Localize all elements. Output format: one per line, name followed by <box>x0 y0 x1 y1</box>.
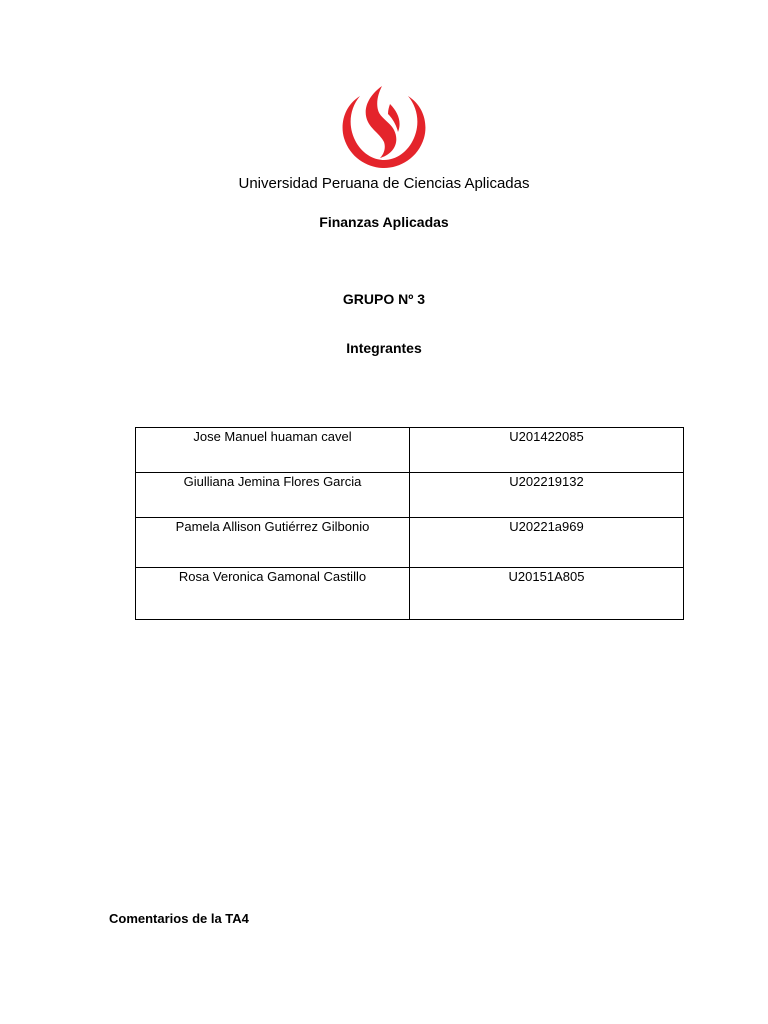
group-number: GRUPO Nº 3 <box>342 291 426 307</box>
member-code: U201422085 <box>509 429 584 444</box>
table-row <box>136 473 684 518</box>
course-title: Finanzas Aplicadas <box>319 214 449 230</box>
member-code: U20221a969 <box>509 519 584 534</box>
member-name-cell <box>136 473 410 518</box>
member-name: Pamela Allison Gutiérrez Gilbonio <box>175 519 370 534</box>
member-code: U202219132 <box>509 474 584 489</box>
members-heading: Integrantes <box>346 340 422 356</box>
member-name: Jose Manuel huaman cavel <box>193 429 352 444</box>
university-name: Universidad Peruana de Ciencias Aplicadas <box>238 175 530 192</box>
member-name: Rosa Veronica Gamonal Castillo <box>178 569 367 584</box>
member-name-cell <box>136 568 410 620</box>
member-code-cell <box>410 518 684 568</box>
table-row <box>136 428 684 473</box>
table-row <box>136 518 684 568</box>
university-logo-icon <box>338 84 430 170</box>
members-table <box>135 427 684 620</box>
member-name-cell <box>136 518 410 568</box>
comments-heading: Comentarios de la TA4 <box>109 911 249 926</box>
member-code-cell <box>410 473 684 518</box>
member-code-cell <box>410 568 684 620</box>
member-code: U20151A805 <box>508 569 585 584</box>
member-name: Giulliana Jemina Flores Garcia <box>183 474 362 489</box>
member-name-cell <box>136 428 410 473</box>
table-row <box>136 568 684 620</box>
member-code-cell <box>410 428 684 473</box>
